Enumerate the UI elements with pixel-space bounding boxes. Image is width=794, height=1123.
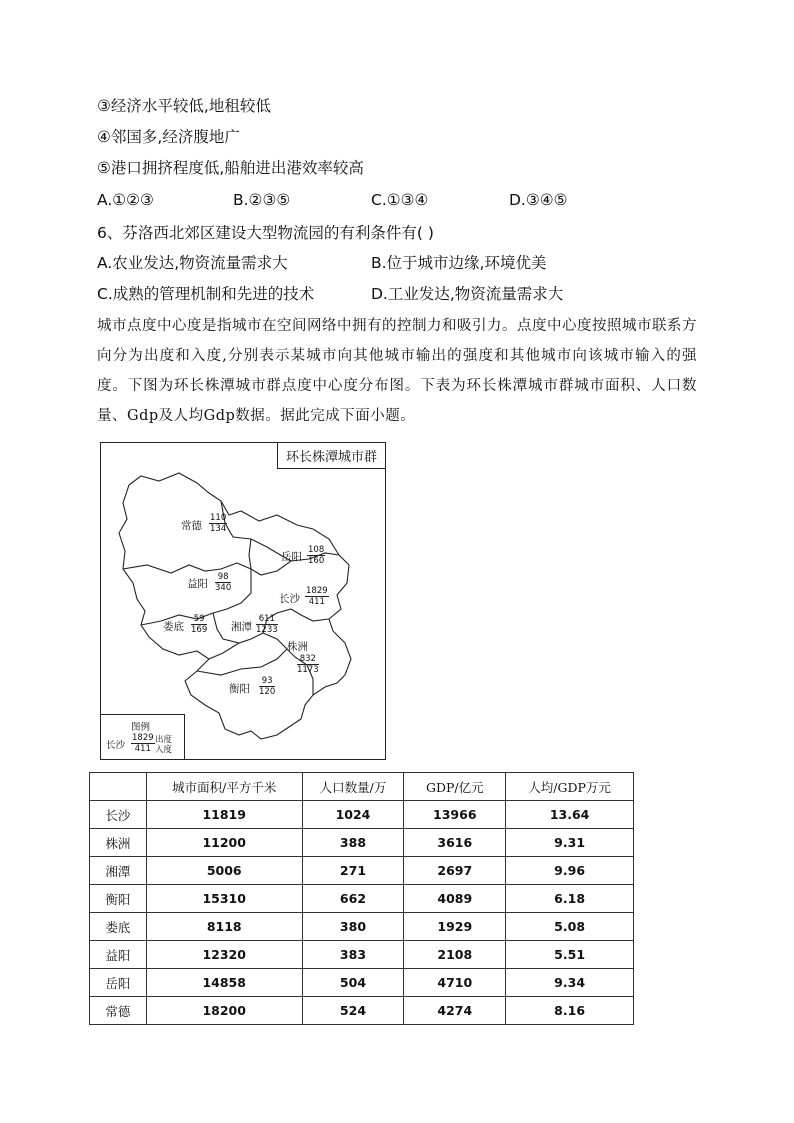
q5-choice-a[interactable]: A.①②③ [97,191,154,209]
population-cell: 383 [302,941,404,969]
q5-choice-d[interactable]: D.③④⑤ [509,191,568,209]
legend-city: 长沙 [106,740,126,751]
table-header-row [90,773,634,801]
map-city-frac: $\frac{832}{1173}$ [297,654,319,675]
table-row [90,941,634,969]
table-row [90,801,634,829]
gdp-per-capita-cell: 5.08 [506,913,634,941]
population-cell: 504 [302,969,404,997]
q6-choice-c[interactable]: C.成熟的管理机制和先进的技术 [97,285,315,303]
map-title: 环长株潭城市群 [277,442,386,469]
header-cell [90,773,147,801]
population-cell: 1024 [302,801,404,829]
city-cell: 常德 [90,997,147,1025]
map-city-label: 岳阳 [281,551,302,563]
city-cell: 岳阳 [90,969,147,997]
option-4: ④邻国多,经济腹地广 [97,128,240,146]
area-cell: 11819 [146,801,302,829]
city-cell: 湘潭 [90,857,147,885]
table-row [90,969,634,997]
table-row [90,829,634,857]
area-cell: 5006 [146,857,302,885]
gdp-per-capita-cell: 9.96 [506,857,634,885]
legend-title: 图例 [131,722,151,733]
gdp-cell: 4710 [404,969,506,997]
option-3: ③经济水平较低,地租较低 [97,97,271,115]
population-cell: 380 [302,913,404,941]
legend-out-label: 出度 [155,735,173,745]
gdp-per-capita-cell: 9.34 [506,969,634,997]
gdp-per-capita-cell: 13.64 [506,801,634,829]
population-cell: 271 [302,857,404,885]
map-city-frac: $\frac{108}{160}$ [308,545,325,566]
q6-choice-b[interactable]: B.位于城市边缘,环境优美 [371,254,547,272]
map-city-frac: $\frac{98}{340}$ [215,572,232,593]
city-cell: 株洲 [90,829,147,857]
map-city-label: 长沙 [279,593,300,605]
q5-choice-c[interactable]: C.①③④ [371,191,429,209]
population-cell: 524 [302,997,404,1025]
city-cluster-map [100,442,386,760]
q6-stem: 6、芬洛西北郊区建设大型物流园的有利条件有( ) [97,224,434,242]
gdp-cell: 4274 [404,997,506,1025]
map-outline [101,443,385,759]
gdp-cell: 3616 [404,829,506,857]
population-cell: 662 [302,885,404,913]
map-city-frac: $\frac{611}{1233}$ [256,614,278,635]
area-cell: 18200 [146,997,302,1025]
map-city-label: 益阳 [187,578,208,590]
gdp-cell: 13966 [404,801,506,829]
map-city-label: 湘潭 [231,621,252,633]
map-city-frac: $\frac{59}{169}$ [191,614,208,635]
table-row [90,997,634,1025]
gdp-cell: 2108 [404,941,506,969]
gdp-per-capita-cell: 8.16 [506,997,634,1025]
map-city-frac: $\frac{1829}{411}$ [306,586,328,607]
gdp-per-capita-cell: 9.31 [506,829,634,857]
gdp-per-capita-cell: 6.18 [506,885,634,913]
area-cell: 11200 [146,829,302,857]
gdp-per-capita-cell: 5.51 [506,941,634,969]
header-cell: 人口数量/万 [302,773,404,801]
map-legend [101,714,185,759]
passage: 城市点度中心度是指城市在空间网络中拥有的控制力和吸引力。点度中心度按照城市联系方向分为出度和入度,分别表示某城市向其他城市输出的强度和其他城市向该城市输入的强度。下图为环长株潭城市群点度中心度分布图。下表为环长株潭城市群城市面积、人口数量、Gdp及人均Gdp数据。据此完成下面小题。 [97,318,697,424]
header-cell: 人均/GDP万元 [506,773,634,801]
area-cell: 8118 [146,913,302,941]
city-cell: 娄底 [90,913,147,941]
area-cell: 14858 [146,969,302,997]
population-cell: 388 [302,829,404,857]
map-city-label: 株洲 [287,641,308,653]
header-cell: GDP/亿元 [404,773,506,801]
map-city-frac: $\frac{110}{134}$ [210,513,227,534]
city-cell: 益阳 [90,941,147,969]
city-data-table [89,772,634,1025]
gdp-cell: 2697 [404,857,506,885]
header-cell: 城市面积/平方千米 [146,773,302,801]
table-row [90,913,634,941]
city-cell: 长沙 [90,801,147,829]
map-city-label: 衡阳 [229,683,250,695]
city-cell: 衡阳 [90,885,147,913]
map-city-label: 娄底 [163,621,184,633]
table-row [90,885,634,913]
option-5: ⑤港口拥挤程度低,船舶进出港效率较高 [97,159,364,177]
area-cell: 12320 [146,941,302,969]
q6-choice-a[interactable]: A.农业发达,物资流量需求大 [97,254,288,272]
table-row [90,857,634,885]
q6-choice-d[interactable]: D.工业发达,物资流量需求大 [371,285,564,303]
map-city-label: 常德 [181,520,202,532]
area-cell: 15310 [146,885,302,913]
map-city-frac: $\frac{93}{120}$ [259,676,276,697]
q5-choice-b[interactable]: B.②③⑤ [233,191,291,209]
legend-in-label: 入度 [155,745,173,755]
gdp-cell: 1929 [404,913,506,941]
legend-frac: $\frac{1829}{411}$ [132,733,154,754]
gdp-cell: 4089 [404,885,506,913]
